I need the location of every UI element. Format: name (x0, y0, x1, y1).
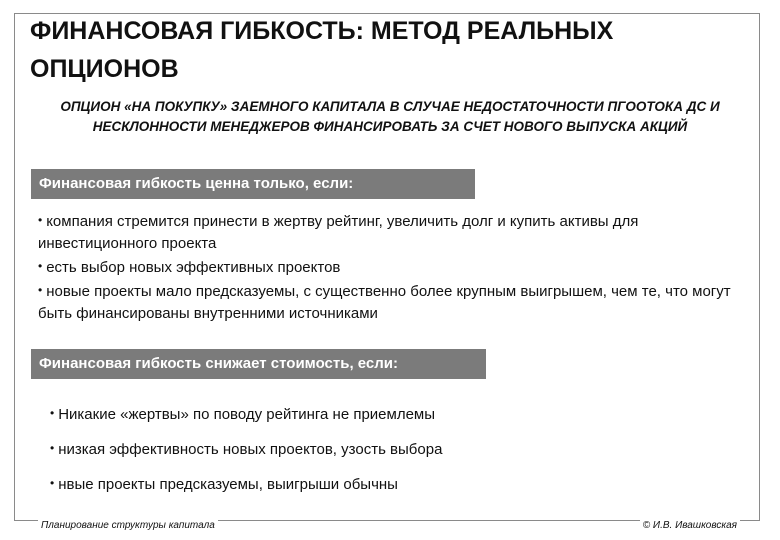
bullet-icon: • (38, 259, 43, 273)
bullet-icon: • (50, 476, 55, 490)
footer-left: Планирование структуры капитала (38, 520, 218, 532)
list-item (50, 472, 740, 496)
bullet-icon: • (38, 213, 43, 227)
list-item-text: Никакие «жертвы» по поводу рейтинга не приемлемы (58, 406, 436, 423)
list-item (38, 279, 743, 325)
list-item (50, 402, 740, 426)
list-item-text: новые проекты мало предсказуемы, с существенно более крупным выигрышем, чем те, что могут быть финансированы внутренними источниками (38, 283, 731, 322)
footer-right: © И.В. Ивашковская (640, 520, 740, 532)
bullet-icon: • (38, 283, 43, 297)
list-item (50, 437, 740, 461)
slide-title: ФИНАНСОВАЯ ГИБКОСТЬ: МЕТОД РЕАЛЬНЫХ ОПЦИОНОВ (30, 17, 614, 83)
list-item-text: есть выбор новых эффективных проектов (46, 259, 341, 276)
section1-heading: Финансовая гибкость ценна только, если: (31, 169, 475, 199)
list-item (38, 209, 743, 255)
list-item-text: низкая эффективность новых проектов, узость выбора (58, 441, 443, 458)
bullet-icon: • (50, 406, 55, 420)
section1-list (38, 209, 743, 325)
section2-heading: Финансовая гибкость снижает стоимость, если: (31, 349, 486, 379)
list-item (38, 255, 743, 279)
section2-list (50, 402, 740, 507)
bullet-icon: • (50, 441, 55, 455)
list-item-text: компания стремится принести в жертву рейтинг, увеличить долг и купить активы для инвестиционного проекта (38, 213, 639, 252)
list-item-text: нвые проекты предсказуемы, выигрыши обычны (58, 476, 398, 493)
slide-subtitle: ОПЦИОН «НА ПОКУПКУ» ЗАЕМНОГО КАПИТАЛА В СЛУЧАЕ НЕДОСТАТОЧНОСТИ ПГООТОКА ДС И НЕСКЛОННОСТИ МЕНЕДЖЕРОВ ФИНАНСИРОВАТЬ ЗА СЧЕТ НОВОГО ВЫПУСКА АКЦИЙ (60, 99, 720, 134)
